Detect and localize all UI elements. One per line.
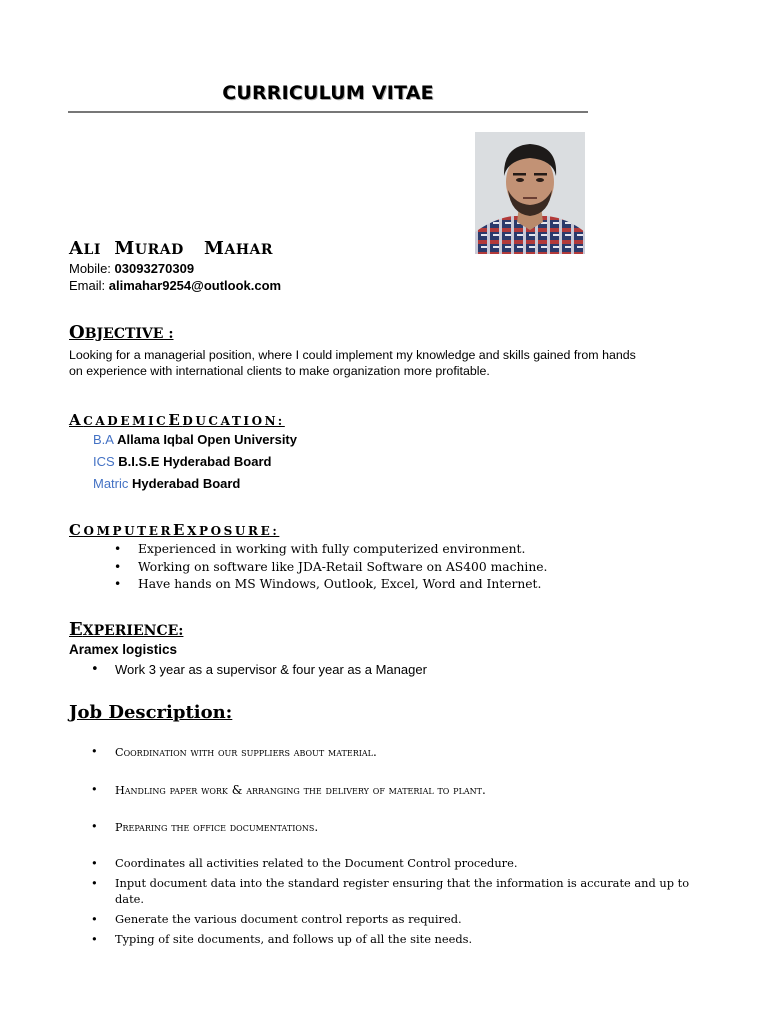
objective-heading-rest: BJECTIVE : (84, 326, 174, 342)
list-item (115, 875, 689, 907)
email-line (69, 278, 281, 293)
list-item: • Typing of site documents, and follows up of all the site needs. (115, 931, 689, 947)
education-degree: ICS (93, 454, 115, 469)
mobile-line (69, 261, 194, 276)
list-item (115, 783, 486, 797)
name-first-cap: A (69, 238, 84, 259)
experience-list (115, 662, 427, 677)
mobile-value: 03093270309 (114, 261, 195, 276)
education-heading-rest2: DUCATION: (182, 414, 285, 428)
name-first-rest: LI (83, 242, 101, 258)
computer-list (138, 541, 547, 594)
candidate-name (69, 238, 273, 259)
education-institution: Hyderabad Board (132, 476, 241, 491)
education-heading-cap1: A (69, 411, 84, 429)
education-item (93, 432, 297, 447)
item-cap: C (115, 746, 124, 759)
computer-heading (69, 521, 279, 539)
email-label: Email: (69, 278, 106, 293)
education-degree: Matric (93, 476, 129, 491)
list-item: • Working on software like JDA-Retail Software on AS400 machine. (138, 559, 547, 577)
education-heading-cap2: E (168, 411, 183, 429)
education-heading-rest1: CADEMIC (83, 414, 169, 428)
job-task-list (115, 855, 689, 947)
name-last-cap: M (204, 238, 225, 259)
education-heading (69, 411, 285, 429)
list-item: • Have hands on MS Windows, Outlook, Excel, Word and Internet. (138, 576, 547, 594)
item-cap: P (115, 821, 123, 834)
objective-text (69, 347, 679, 379)
job-duty-list (115, 820, 318, 834)
company-name: Aramex logistics (69, 642, 178, 657)
title-divider (68, 111, 588, 113)
education-item (93, 476, 240, 491)
name-middle-rest: URAD (134, 242, 184, 258)
email-value: alimahar9254@outlook.com (108, 278, 282, 293)
item-line-2: date. (115, 892, 145, 906)
page-title: CURRICULUM VITAE (222, 82, 434, 104)
computer-heading-rest2: XPOSURE: (187, 524, 280, 538)
item-rest: oordination with our suppliers about material. (123, 745, 377, 759)
list-item: • Experienced in working with fully computerized environment. (138, 541, 547, 559)
education-institution: Allama Iqbal Open University (117, 432, 297, 447)
job-duty-list (115, 745, 377, 759)
objective-line-2: on experience with international clients to make organization more profitable. (69, 364, 490, 378)
objective-heading (69, 322, 174, 343)
item-cap: H (115, 784, 125, 797)
item-rest: reparing the office documentations. (122, 820, 319, 834)
computer-heading-rest1: OMPUTER (83, 524, 174, 538)
job-description-heading: Job Description: (69, 702, 233, 723)
objective-heading-cap: O (69, 322, 85, 343)
education-institution: B.I.S.E Hyderabad Board (118, 454, 272, 469)
name-middle-cap: M (114, 238, 135, 259)
item-rest: andling paper work & arranging the delivery of material to plant. (124, 783, 486, 797)
list-item: • Generate the various document control reports as required. (115, 911, 689, 927)
item-line-1: Input document data into the standard register ensuring that the information is accurate and up to (115, 876, 690, 890)
objective-line-1: Looking for a managerial position, where I could implement my knowledge and skills gained from hands (69, 348, 636, 362)
list-item: • Coordinates all activities related to the Document Control procedure. (115, 855, 689, 871)
list-item (115, 745, 377, 759)
experience-heading-cap: E (69, 619, 83, 640)
list-item: • Work 3 year as a supervisor & four year as a Manager (115, 662, 427, 677)
education-item (93, 454, 271, 469)
experience-heading (69, 619, 183, 640)
mobile-label: Mobile: (69, 261, 111, 276)
name-last-rest: AHAR (224, 242, 274, 258)
experience-heading-rest: XPERIENCE: (82, 623, 184, 639)
computer-heading-cap1: C (69, 521, 84, 539)
list-item (115, 820, 318, 834)
computer-heading-cap2: E (173, 521, 188, 539)
profile-photo (475, 132, 585, 254)
job-duty-list (115, 783, 486, 797)
education-degree: B.A (93, 432, 114, 447)
